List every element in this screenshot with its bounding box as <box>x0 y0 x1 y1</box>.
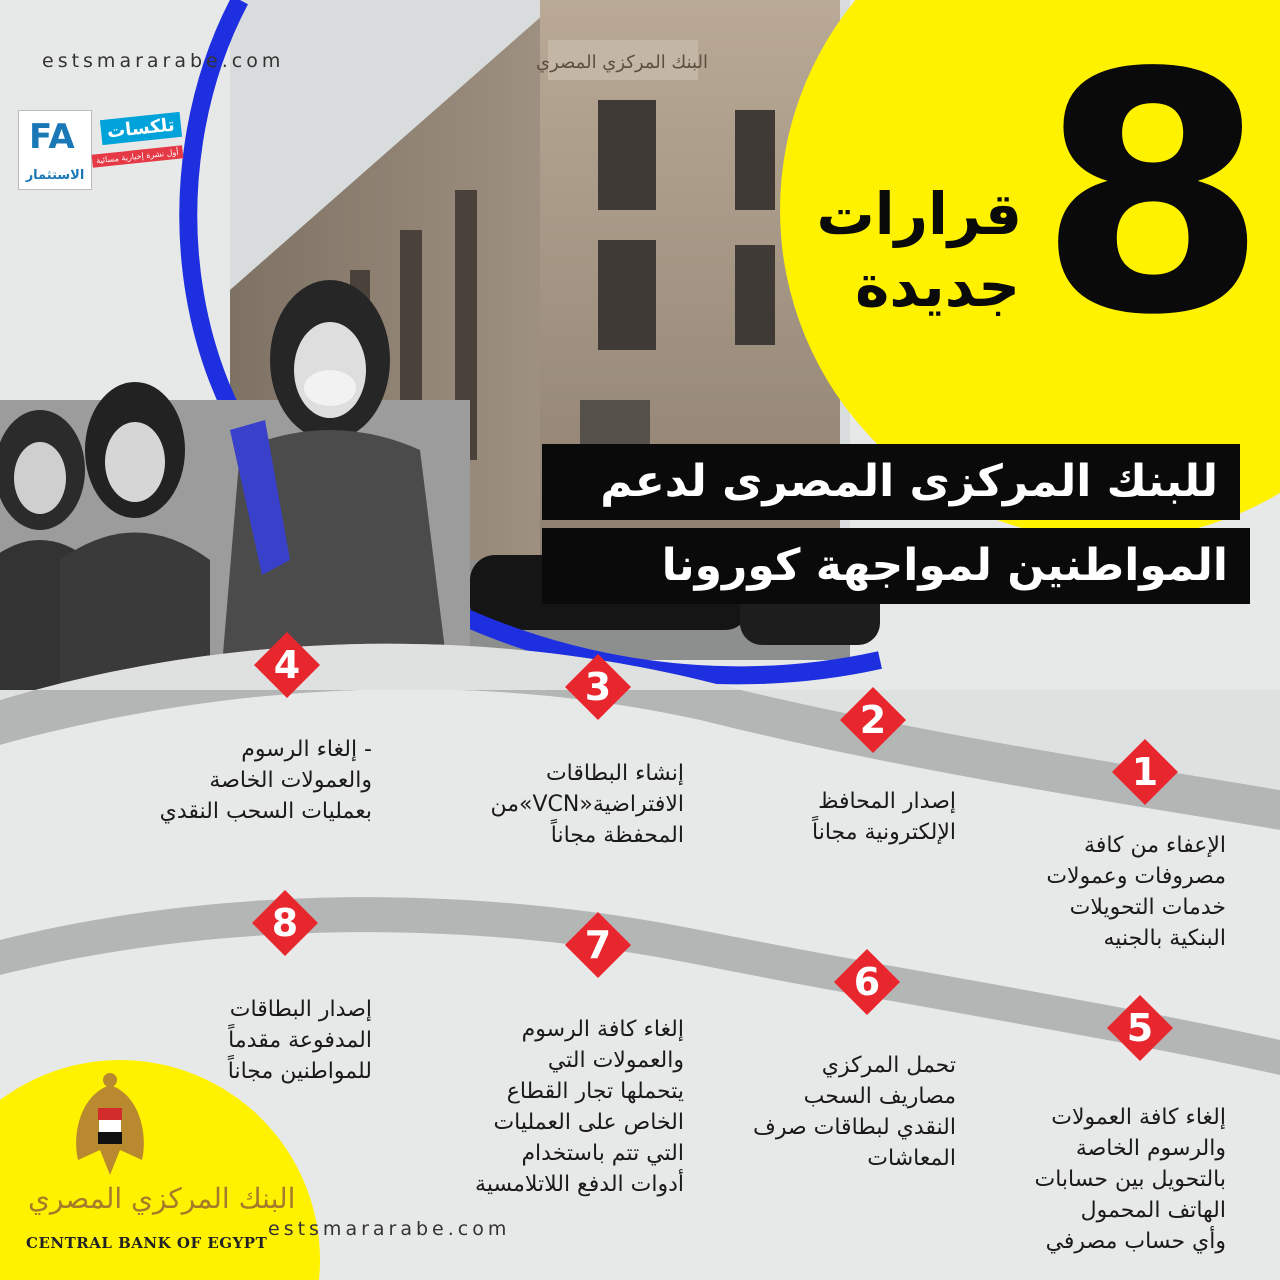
item-3-text: إنشاء البطاقات الافتراضية«VCN»من المحفظة مجاناً <box>490 761 684 848</box>
window <box>735 245 775 345</box>
window <box>735 110 775 210</box>
badge-number: 6 <box>853 960 881 1004</box>
badge-number: 2 <box>859 698 887 742</box>
building-sign: البنك المركزي المصري <box>536 52 708 73</box>
badge-4 <box>252 630 322 700</box>
item-4-text: - إلغاء الرسوم والعمولات الخاصة بعمليات السحب النقدي <box>159 737 372 824</box>
item-7-text: إلغاء كافة الرسوم والعمولات التي يتحملها تجار القطاع الخاص على العمليات التي تتم باستخدام أدوات الدفع اللاتلامسية <box>475 1017 684 1197</box>
fa-letters: FA <box>29 117 75 157</box>
badge-7 <box>563 910 633 980</box>
site-url[interactable]: estsmararabe.com <box>42 50 285 72</box>
title-bar-2: المواطنين لمواجهة كورونا <box>542 528 1250 604</box>
badge-5 <box>1105 993 1175 1063</box>
headline-line-2: جديدة <box>855 252 1020 320</box>
telexat-tagline: أول نشرة إخبارية مسائية <box>92 145 184 167</box>
item-6-text: تحمل المركزي مصاريف السحب النقدي لبطاقات صرف المعاشات <box>753 1053 956 1171</box>
badge-number: 1 <box>1131 750 1159 794</box>
item-2-text: إصدار المحافظ الإلكترونية مجاناً <box>812 789 956 845</box>
badge-6 <box>832 947 902 1017</box>
window <box>598 100 656 210</box>
item-5-text: إلغاء كافة العمولات والرسوم الخاصة بالتحويل بين حسابات الهاتف المحمول وأي حساب مصرفي <box>1034 1105 1226 1254</box>
badge-number: 8 <box>271 901 299 945</box>
telexat-name: تلكسات <box>100 112 182 145</box>
site-url-bottom[interactable]: estsmararabe.com <box>268 1218 511 1240</box>
badge-number: 7 <box>584 923 612 967</box>
badge-8 <box>250 888 320 958</box>
al-estethmar-logo <box>18 110 92 190</box>
item-1-text: الإعفاء من كافة مصروفات وعمولات خدمات التحويلات البنكية بالجنيه <box>1046 833 1226 951</box>
telexat-logo <box>96 110 187 182</box>
badge-number: 5 <box>1126 1006 1154 1050</box>
headline-line-1: قرارات <box>816 180 1022 248</box>
bank-name-en: CENTRAL BANK OF EGYPT <box>26 1234 268 1252</box>
badge-1 <box>1110 737 1180 807</box>
window <box>598 240 656 350</box>
fa-name: الاستثمار <box>25 168 85 183</box>
bank-name-ar: البنك المركزي المصري <box>28 1182 296 1215</box>
title-bar-1: للبنك المركزى المصرى لدعم <box>542 444 1240 520</box>
badge-2 <box>838 685 908 755</box>
badge-number: 3 <box>584 665 612 709</box>
badge-3 <box>563 652 633 722</box>
badge-number: 4 <box>273 643 301 687</box>
headline-number: 8 <box>1038 3 1268 387</box>
item-8-text: إصدار البطاقات المدفوعة مقدماً للمواطنين مجاناً <box>227 997 372 1084</box>
